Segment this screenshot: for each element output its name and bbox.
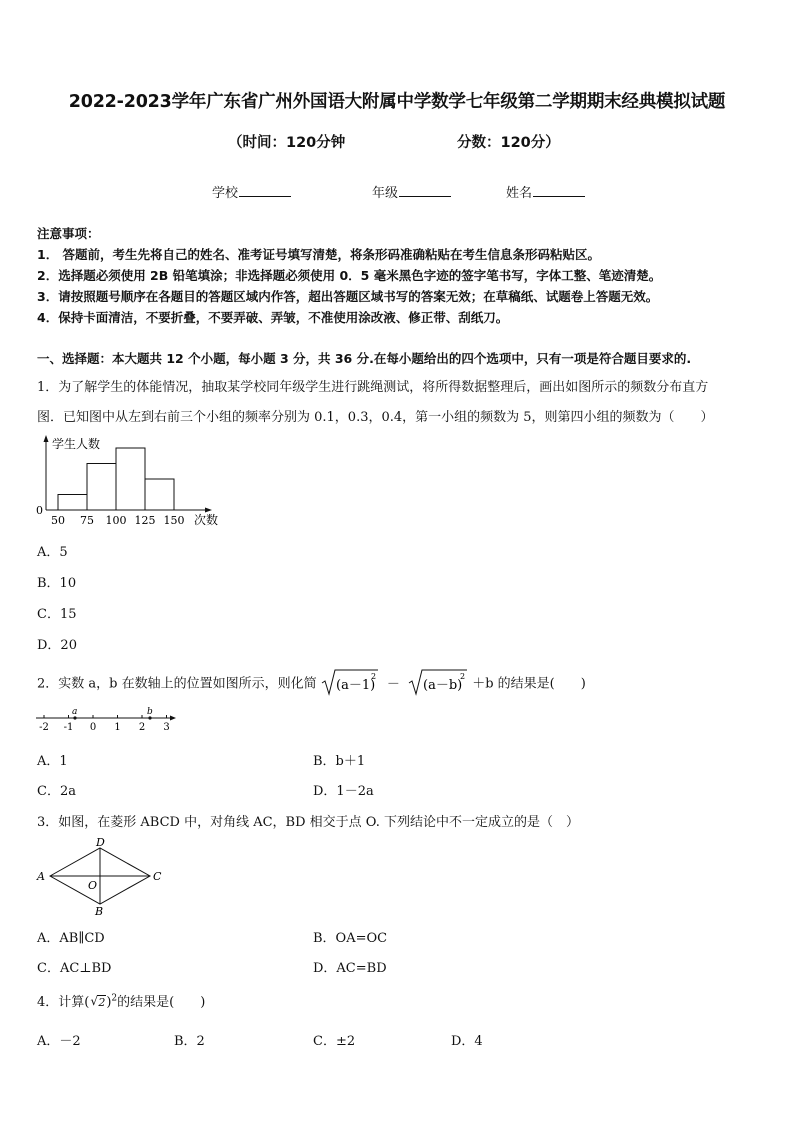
x-axis-label: 次数 bbox=[194, 513, 219, 527]
q2-expr2: (a－b) bbox=[423, 678, 463, 693]
exam-time: （时间：120分钟 bbox=[228, 135, 346, 151]
x-tick-label: 100 bbox=[105, 514, 127, 527]
q4-sqrt bbox=[90, 995, 106, 1010]
q4-text-after: ) bbox=[106, 995, 112, 1010]
q4-radicand: 2 bbox=[98, 996, 106, 1009]
histogram-bar bbox=[116, 448, 145, 510]
sqrt-sign-2 bbox=[408, 668, 468, 696]
name-blank bbox=[533, 184, 585, 197]
note-item: 3．请按照题号顺序在各题目的答题区域内作答，超出答题区域书写的答案无效；在草稿纸、试题卷上答题无效。 bbox=[37, 289, 659, 304]
exam-score: 分数：120分） bbox=[457, 135, 560, 151]
y-axis-arrow bbox=[44, 435, 49, 442]
grade-label: 年级 bbox=[372, 186, 399, 201]
q1-text-line1: 1．为了解学生的体能情况，抽取某学校同年级学生进行跳绳测试，将所得数据整理后，画出如图所示的频数分布直方 bbox=[37, 380, 709, 395]
frequency-histogram bbox=[30, 432, 230, 532]
x-tick-label: 75 bbox=[80, 514, 94, 527]
q3-option-a: A．AB∥CD bbox=[37, 931, 105, 946]
q1-option-b: B．10 bbox=[37, 576, 77, 591]
school-blank bbox=[239, 184, 291, 197]
q3-option-c: C．AC⊥BD bbox=[37, 961, 112, 976]
school-field bbox=[212, 182, 291, 201]
histogram-bar bbox=[87, 464, 116, 511]
number-line-label: 1 bbox=[114, 722, 121, 733]
point-o-label: O bbox=[88, 879, 98, 892]
school-label: 学校 bbox=[212, 186, 239, 201]
q4-option-c: C．±2 bbox=[313, 1034, 356, 1049]
q2-option-c: C．2a bbox=[37, 784, 76, 799]
q1-text-line2: 图．已知图中从左到右前三个小组的频率分别为 0.1，0.3，0.4，第一小组的频数为 5，则第四小组的频数为（ ） bbox=[37, 410, 714, 425]
vertex-a-label: A bbox=[37, 870, 45, 883]
histogram-bar bbox=[145, 479, 174, 510]
number-line-label: 3 bbox=[163, 722, 170, 733]
x-axis-arrow bbox=[205, 508, 212, 513]
note-item: 1． 答题前，考生先将自己的姓名、准考证号填写清楚，将条形码准确粘贴在考生信息条形码粘贴区。 bbox=[37, 247, 601, 262]
q2-option-d: D．1－2a bbox=[313, 784, 374, 799]
exam-title: 2022-2023学年广东省广州外国语大附属中学数学七年级第二学期期末经典模拟试题 bbox=[68, 92, 726, 112]
x-tick-label: 50 bbox=[51, 514, 65, 527]
notes-heading: 注意事项： bbox=[37, 226, 100, 241]
vertex-c-label: C bbox=[153, 870, 162, 883]
number-line-label: 0 bbox=[89, 722, 97, 733]
rhombus-diagram bbox=[32, 836, 167, 916]
origin-label: 0 bbox=[36, 504, 43, 517]
q2-text bbox=[37, 668, 586, 698]
q2-expr1: (a－1) bbox=[335, 678, 375, 693]
q4-option-d: D．4 bbox=[451, 1034, 483, 1049]
q2-text-before: 2．实数 a，b 在数轴上的位置如图所示，则化简 bbox=[37, 676, 317, 692]
vertex-d-label: D bbox=[96, 836, 105, 849]
q1-option-a: A．5 bbox=[37, 545, 68, 560]
vertex-b-label: B bbox=[95, 905, 104, 916]
q4-option-a: A．－2 bbox=[37, 1034, 81, 1049]
q4-text-end: 的结果是( ) bbox=[117, 995, 206, 1010]
q2-exp2: 2 bbox=[460, 672, 466, 681]
q2-option-a: A．1 bbox=[37, 754, 68, 769]
note-item: 2．选择题必须使用 2B 铅笔填涂；非选择题必须使用 0．5 毫米黑色字迹的签字笔书写，字体工整、笔迹清楚。 bbox=[37, 268, 662, 283]
x-tick-label: 150 bbox=[163, 514, 185, 527]
sqrt-sign-1 bbox=[321, 668, 379, 696]
number-line-arrow bbox=[170, 716, 176, 721]
number-line-label: -1 bbox=[63, 722, 74, 733]
note-item: 4．保持卡面清洁，不要折叠，不要弄破、弄皱，不准使用涂改液、修正带、刮纸刀。 bbox=[37, 310, 509, 325]
number-line-label: -2 bbox=[39, 722, 49, 733]
q2-exp1: 2 bbox=[370, 672, 376, 681]
q3-option-d: D．AC=BD bbox=[313, 961, 387, 976]
point-b-label: b bbox=[147, 707, 153, 717]
name-label: 姓名 bbox=[506, 186, 533, 201]
q2-option-b: B．b＋1 bbox=[313, 754, 366, 769]
q2-text-after: ＋b 的结果是( ) bbox=[472, 676, 586, 692]
q4-text-before: 4．计算( bbox=[37, 995, 90, 1010]
grade-blank bbox=[399, 184, 451, 197]
y-axis-label: 学生人数 bbox=[52, 437, 101, 451]
number-line bbox=[34, 704, 180, 734]
point-a-label: a bbox=[72, 707, 78, 717]
name-field bbox=[506, 182, 585, 201]
number-line-label: 2 bbox=[138, 722, 146, 733]
q1-option-d: D．20 bbox=[37, 638, 77, 653]
q4-text bbox=[37, 991, 205, 1010]
x-tick-label: 125 bbox=[134, 514, 156, 527]
grade-field bbox=[372, 182, 451, 201]
q4-radical-sign: √ bbox=[90, 994, 98, 1008]
q2-minus: － bbox=[386, 676, 400, 692]
q3-text: 3．如图，在菱形 ABCD 中，对角线 AC，BD 相交于点 O. 下列结论中不一定成立的是（ ） bbox=[37, 815, 579, 830]
q1-option-c: C．15 bbox=[37, 607, 77, 622]
histogram-bar bbox=[58, 495, 87, 511]
section-heading: 一、选择题：本大题共 12 个小题，每小题 3 分，共 36 分.在每小题给出的四个选项中，只有一项是符合题目要求的. bbox=[37, 351, 692, 366]
q4-option-b: B．2 bbox=[174, 1034, 205, 1049]
q4-exponent: 2 bbox=[111, 993, 118, 1004]
q3-option-b: B．OA=OC bbox=[313, 931, 388, 946]
